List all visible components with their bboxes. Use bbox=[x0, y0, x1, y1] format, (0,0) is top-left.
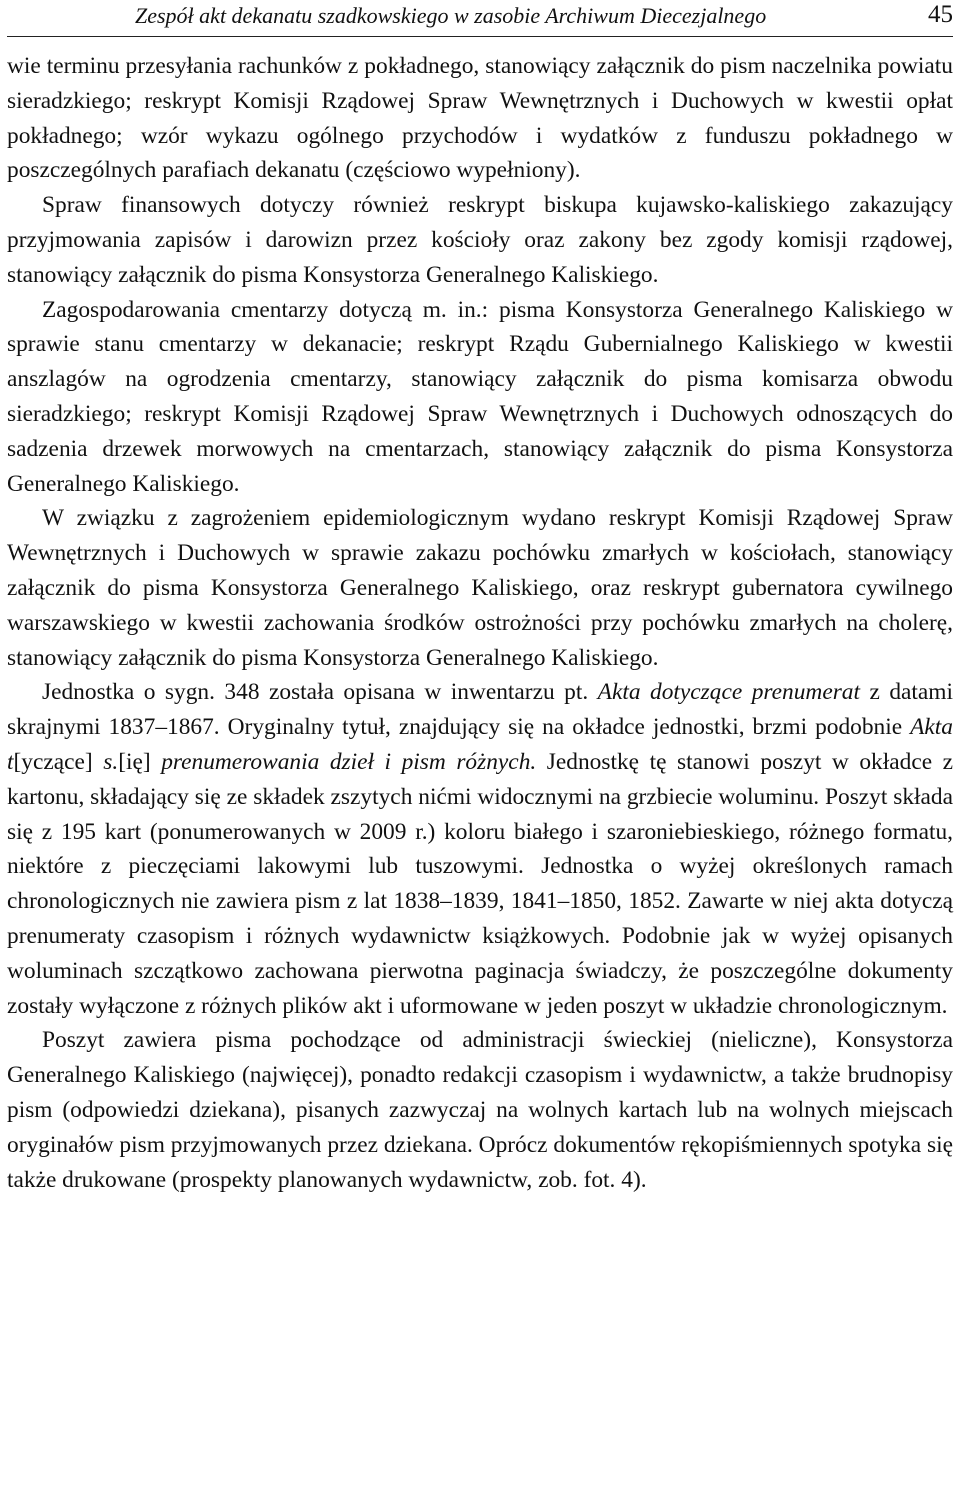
text-run: Jednostka o sygn. 348 została opisana w inwentarzu pt. bbox=[42, 679, 598, 706]
text-run: [ię] bbox=[118, 748, 162, 775]
running-title: Zespół akt dekanatu szadkowskiego w zasobie Archiwum Diecezjalnego bbox=[135, 3, 767, 28]
text-run: wie terminu przesyłania rachunków z pokładnego, stanowiący załącznik do pism naczelnika powiatu sieradzkiego; reskrypt Komisji Rządowej Spraw Wewnętrznych i Duchowych w kwestii opłat pokładnego; wzór wykazu ogólnego przychodów i wydatków z funduszu pokładnego w poszczególnych parafiach dekanatu (częściowo wypełniony). bbox=[7, 53, 953, 184]
paragraph bbox=[7, 501, 953, 675]
text-run: [yczące] bbox=[13, 748, 104, 775]
page-number: 45 bbox=[928, 1, 953, 28]
italic-text: Akta dotyczące prenumerat bbox=[597, 679, 860, 706]
text-run: z datami skrajnymi 1837–1867. Oryginalny tytuł, znajdujący się na okładce jednostki, brzmi podobnie bbox=[7, 679, 954, 741]
text-run: W związku z zagrożeniem epidemiologicznym wydano reskrypt Komisji Rządowej Spraw Wewnętrznych i Duchowych w sprawie zakazu pochówku zmarłych w kościołach, stanowiący załącznik do pisma Konsystorza Generalnego Kaliskiego, oraz reskrypt gubernatora cywilnego warszawskiego w kwestii zachowania środków ostrożności przy pochówku zmarłych na cholerę, stanowiący załącznik do pisma Konsystorza Generalnego Kaliskiego. bbox=[7, 505, 953, 671]
paragraph bbox=[7, 49, 953, 188]
italic-text: prenumerowania dzieł i pism różnych. bbox=[161, 748, 537, 775]
text-run: Jednostkę tę stanowi poszyt w okładce z kartonu, składający się ze składek zszytych nićmi widocznymi na grzbiecie woluminu. Poszyt składa się z 195 kart (ponumerowanych w 2009 r.) koloru białego i szaroniebieskiego, różnego formatu, niektóre z pieczęciami lakowymi lub tuszowymi. Jednostka o wyżej określonych ramach chronologicznych nie zawiera pism z lat 1838–1839, 1841–1850, 1852. Zawarte w niej akta dotyczą prenumeraty czasopism i różnych wydawnictw książkowych. Podobnie jak w wyżej opisanych woluminach szczątkowo zachowana pierwotna paginacja świadczy, że poszczególne dokumenty zostały wyłączone z różnych plików akt i uformowane w jeden poszyt w układzie chronologicznym. bbox=[7, 748, 954, 1019]
paragraph bbox=[7, 1023, 953, 1197]
text-run: Poszyt zawiera pisma pochodzące od administracji świeckiej (nieliczne), Konsystorza Generalnego Kaliskiego (najwięcej), ponadto redakcji czasopism i wydawnictw, a także brudnopisy pism (odpowiedzi dziekana), pisanych zazwyczaj na wolnych kartach lub na wolnych miejscach oryginałów pism przyjmowanych przez dziekana. Oprócz dokumentów rękopiśmiennych spotyka się także drukowane (prospekty planowanych wydawnictw, zob. fot. 4). bbox=[7, 1027, 953, 1193]
paragraph bbox=[7, 188, 953, 292]
body-text bbox=[7, 49, 953, 1197]
text-run: Spraw finansowych dotyczy również reskrypt biskupa kujawsko-kaliskiego zakazujący przyjmowania zapisów i darowizn przez kościoły oraz zakony bez zgody komisji rządowej, stanowiący załącznik do pisma Konsystorza Generalnego Kaliskiego. bbox=[7, 192, 953, 288]
text-run: Zagospodarowania cmentarzy dotyczą m. in.: pisma Konsystorza Generalnego Kaliskiego w sprawie stanu cmentarzy w dekanacie; reskrypt Rządu Gubernialnego Kaliskiego w kwestii anszlagów na ogrodzenia cmentarzy, stanowiący załącznik do pisma komisarza obwodu sieradzkiego; reskrypt Komisji Rządowej Spraw Wewnętrznych i Duchowych odnoszących do sadzenia drzewek morwowych na cmentarzach, stanowiący załącznik do pisma Konsystorza Generalnego Kaliskiego. bbox=[7, 296, 953, 497]
paragraph bbox=[7, 675, 953, 1023]
running-header bbox=[7, 0, 953, 37]
italic-text: s. bbox=[103, 748, 119, 775]
document-page bbox=[7, 0, 953, 1501]
italic-text: Akta t bbox=[7, 714, 953, 775]
paragraph bbox=[7, 293, 953, 502]
